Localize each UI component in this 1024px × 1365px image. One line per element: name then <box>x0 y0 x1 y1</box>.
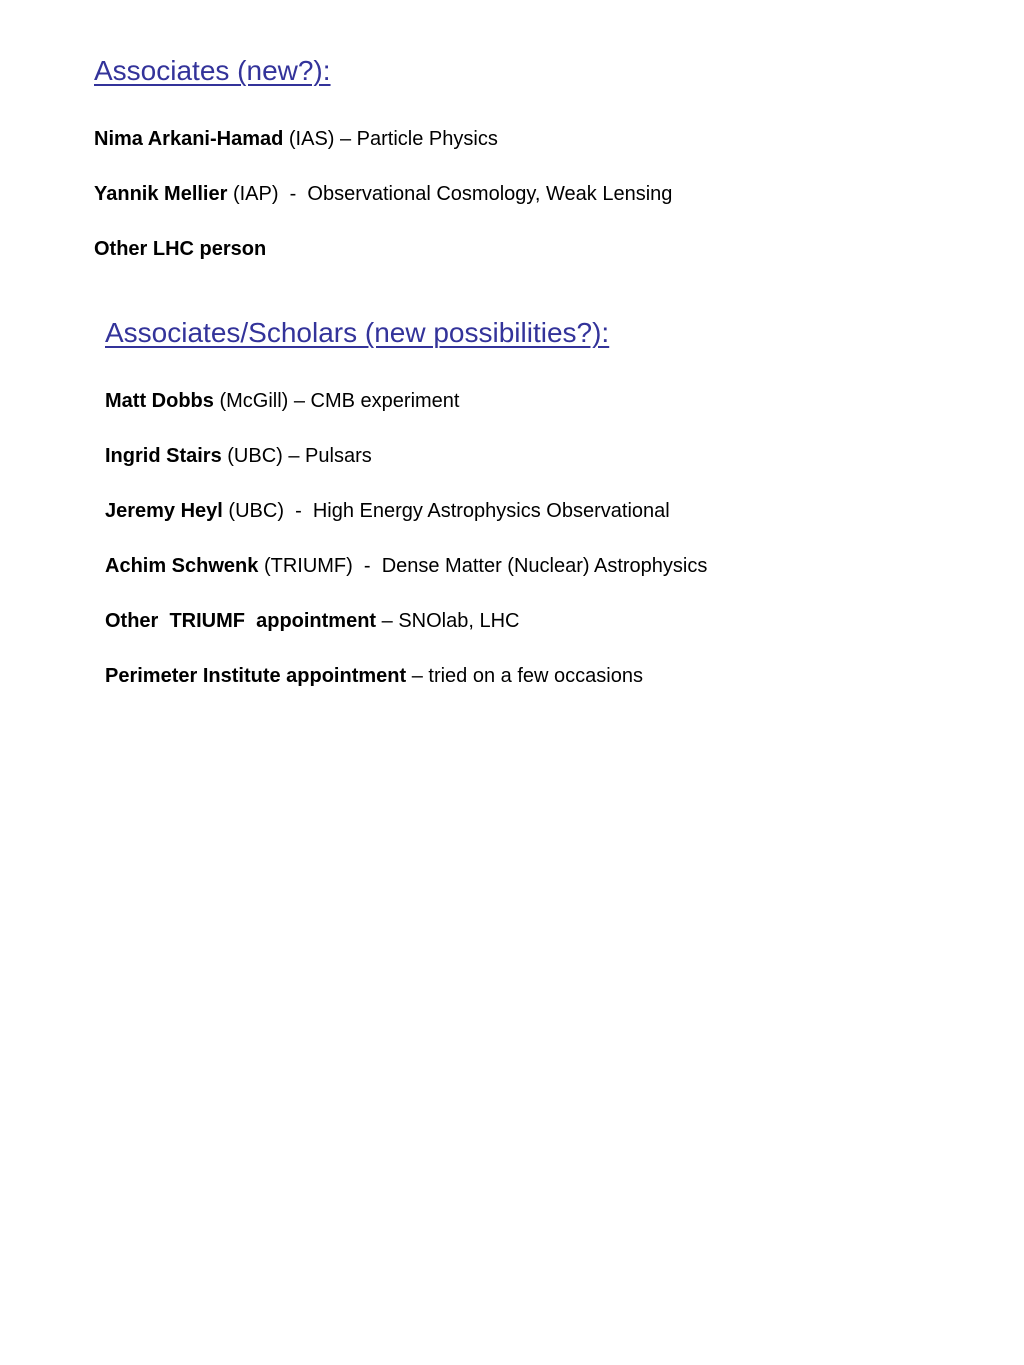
person-name: Jeremy Heyl <box>105 500 223 522</box>
person-name: Other LHC person <box>94 238 267 260</box>
person-detail: (TRIUMF) - Dense Matter (Nuclear) Astrophysics <box>258 555 708 577</box>
person-name: Other TRIUMF appointment <box>105 610 377 632</box>
person-detail: (UBC) – Pulsars <box>221 445 372 467</box>
list-item <box>105 608 519 634</box>
person-detail: – tried on a few occasions <box>406 665 643 687</box>
person-name: Yannik Mellier <box>94 183 228 205</box>
list-item <box>94 236 266 262</box>
associates-scholars-section <box>105 314 708 687</box>
person-name: Matt Dobbs <box>105 390 214 412</box>
associates-section <box>94 52 673 260</box>
associates-heading: Associates (new?): <box>94 55 331 86</box>
list-item <box>105 388 460 414</box>
associates-scholars-heading: Associates/Scholars (new possibilities?): <box>105 317 610 348</box>
list-item <box>105 443 372 469</box>
person-detail: (UBC) - High Energy Astrophysics Observational <box>222 500 670 522</box>
person-detail: – SNOlab, LHC <box>376 610 520 632</box>
list-item <box>94 181 672 207</box>
person-name: Perimeter Institute appointment <box>105 665 407 687</box>
person-name: Achim Schwenk <box>105 555 259 577</box>
person-detail: (IAS) – Particle Physics <box>283 128 498 150</box>
person-name: Nima Arkani-Hamad <box>94 128 284 150</box>
list-item <box>105 498 670 524</box>
person-name: Ingrid Stairs <box>105 445 222 467</box>
list-item <box>94 126 498 152</box>
list-item <box>105 553 707 579</box>
list-item <box>105 663 643 689</box>
person-detail: (IAP) - Observational Cosmology, Weak Lensing <box>227 183 673 205</box>
person-detail: (McGill) – CMB experiment <box>213 390 460 412</box>
